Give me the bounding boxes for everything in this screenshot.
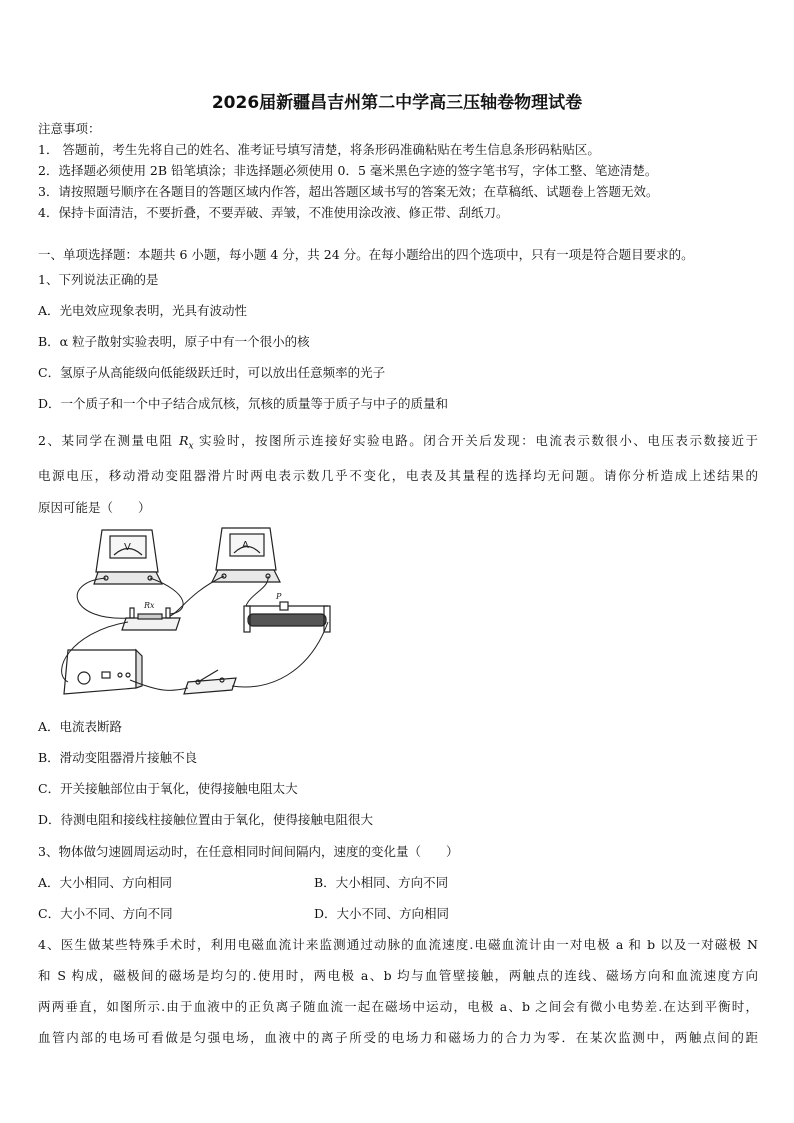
notice-heading: 注意事项： bbox=[38, 121, 101, 136]
page-title: 2026届新疆昌吉州第二中学高三压轴卷物理试卷 bbox=[211, 93, 583, 113]
option: B．大小相同、方向不同 bbox=[314, 875, 449, 890]
question-stem: 3、物体做匀速圆周运动时，在任意相同时间间隔内，速度的变化量（ ） bbox=[38, 844, 459, 859]
notice-item: 3．请按照题号顺序在各题目的答题区域内作答，超出答题区域书写的答案无效；在草稿纸、试题卷上答题无效。 bbox=[38, 184, 659, 199]
switch-icon bbox=[184, 670, 236, 694]
question-stem-line: 血管内部的电场可看做是匀强电场，血液中的离子所受的电场力和磁场力的合力为零．在某次监测中，两触点间的距 bbox=[38, 1030, 758, 1045]
question-stem: 1、下列说法正确的是 bbox=[38, 272, 159, 287]
question-stem: 2、某同学在测量电阻 $R_x$ 实验时，按图所示连接好实验电路。闭合开关后发现：电流表示数很小、电压表示数接近于 bbox=[38, 433, 758, 452]
question-stem-line: 电源电压，移动滑动变阻器滑片时两电表示数几乎不变化，电表及其量程的选择均无问题。请你分析造成上述结果的 bbox=[38, 468, 758, 483]
question-stem-line: 原因可能是（ ） bbox=[38, 500, 151, 515]
option: B．α 粒子散射实验表明，原子中有一个很小的核 bbox=[38, 334, 310, 349]
option: C．氢原子从高能级向低能级跃迁时，可以放出任意频率的光子 bbox=[38, 365, 386, 380]
circuit-diagram bbox=[40, 522, 340, 712]
slider-label: P bbox=[276, 592, 282, 601]
notice-item: 2．选择题必须使用 2B 铅笔填涂；非选择题必须使用 0．5 毫米黑色字迹的签字笔书写，字体工整、笔迹清楚。 bbox=[38, 163, 658, 178]
option: C．大小不同、方向不同 bbox=[38, 906, 173, 921]
option: D．一个质子和一个中子结合成氘核，氘核的质量等于质子与中子的质量和 bbox=[38, 396, 449, 411]
section-heading: 一、单项选择题：本题共 6 小题，每小题 4 分，共 24 分。在每小题给出的四个选项中，只有一项是符合题目要求的。 bbox=[38, 247, 694, 262]
ammeter-icon bbox=[212, 528, 280, 582]
variable-rx: $R_x$ bbox=[179, 433, 194, 452]
option: A．光电效应现象表明，光具有波动性 bbox=[38, 303, 248, 318]
resistor-rx-icon bbox=[122, 608, 180, 630]
question-stem-line: 两两垂直，如图所示.由于血液中的正负离子随血流一起在磁场中运动，电极 a、b 之间会有微小电势差.在达到平衡时， bbox=[38, 999, 758, 1014]
option: A．大小相同、方向相同 bbox=[38, 875, 173, 890]
question-stem-line: 4、医生做某些特殊手术时，利用电磁血流计来监测通过动脉的血流速度.电磁血流计由一对电极 a 和 b 以及一对磁极 N bbox=[38, 937, 758, 952]
voltmeter-label: V bbox=[124, 542, 131, 553]
option: B．滑动变阻器滑片接触不良 bbox=[38, 750, 198, 765]
option: C．开关接触部位由于氧化，使得接触电阻太大 bbox=[38, 781, 298, 796]
notice-item: 4．保持卡面清洁，不要折叠，不要弄破、弄皱，不准使用涂改液、修正带、刮纸刀。 bbox=[38, 205, 509, 220]
voltmeter-icon bbox=[94, 530, 162, 584]
power-supply-icon bbox=[64, 650, 142, 694]
notice-item: 1． 答题前，考生先将自己的姓名、准考证号填写清楚，将条形码准确粘贴在考生信息条形码粘贴区。 bbox=[38, 142, 600, 157]
option: A．电流表断路 bbox=[38, 719, 123, 734]
question-stem-line: 和 S 构成，磁极间的磁场是均匀的.使用时，两电极 a、b 均与血管壁接触，两触点的连线、磁场方向和血流速度方向 bbox=[38, 968, 758, 983]
resistor-label: Rx bbox=[144, 601, 155, 610]
ammeter-label: A bbox=[242, 540, 249, 551]
option: D．待测电阻和接线柱接触位置由于氧化，使得接触电阻很大 bbox=[38, 812, 374, 827]
rheostat-icon bbox=[244, 602, 330, 632]
option: D．大小不同、方向相同 bbox=[314, 906, 450, 921]
